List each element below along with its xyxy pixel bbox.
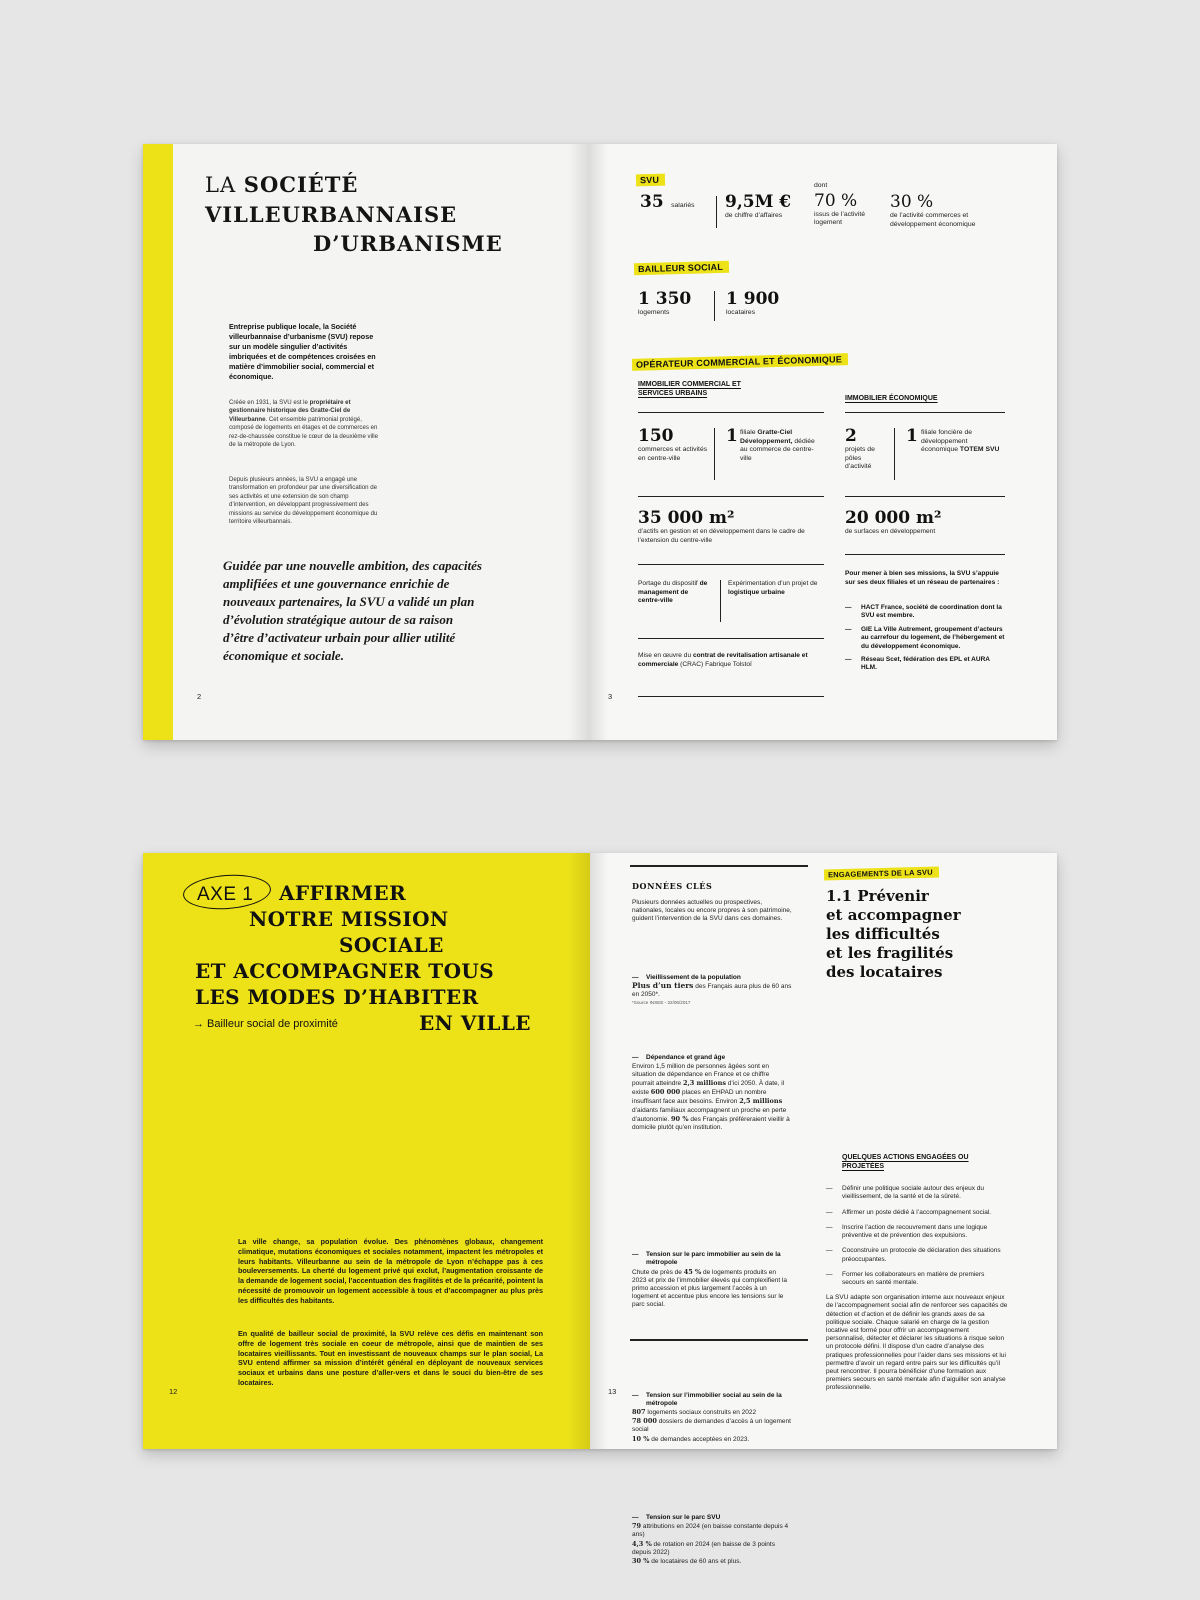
key-data-heading: — Vieillissement de la population [632, 974, 792, 982]
axis-title-line: EN VILLE [419, 1011, 531, 1035]
crac-contract [638, 652, 818, 669]
stat-commercial-area [638, 508, 824, 545]
stat-tenants [726, 289, 779, 318]
management-portage [638, 580, 710, 606]
intro-paragraph: Entreprise publique locale, la Société villeurbannaise d’urbanisme (SVU) repose sur un modèle singulier d’activités imbriquées et de compétences croisées en matière d’immobilier social, commercial et économique. [229, 322, 376, 381]
stat-subsidiary-label [740, 429, 816, 463]
stat-commerce-share [890, 192, 1002, 229]
text: des Français préféreraient vieillir à domicile plutôt qu’en institution. [632, 1115, 790, 1132]
key-data-svu-stock [632, 1514, 792, 1566]
stat-value: 30 % [890, 192, 934, 212]
divider [714, 291, 715, 321]
source-note: *Source INSEE - 22/06/2017 [632, 1000, 691, 1006]
stat-value: 35 000 m² [638, 508, 735, 528]
economic-heading: IMMOBILIER ÉCONOMIQUE [845, 395, 938, 402]
engagement-title [826, 887, 1006, 982]
text-bold: 2,5 millions [739, 1097, 783, 1106]
text-pre: Expérimentation d’un projet de [728, 580, 818, 587]
text-bold: TOTEM SVU [959, 446, 1000, 453]
text-pre: filiale [740, 429, 758, 436]
engagements-label [824, 863, 939, 881]
context-paragraph: La ville change, sa population évolue. Des phénomènes globaux, changement climatique, mutations économiques et sociales notamment, impactent les métropoles et leurs habitants. Villeurbanne au sein de la métropole de Lyon n’échappe pas à ces bouleversements. La cherté du logement privé qui exclut, l’augmentation croissante de la demande de logement social, l’accentuation des fragilités et de la précarité, pointent la nécessité de promouvoir un logement accessible à tous et d’accompagner au plus près les difficultés des habitants. [238, 1237, 543, 1305]
partners-intro: Pour mener à bien ses missions, la SVU s’appuie sur ses deux filiales et un réseau de partenaires : [845, 570, 1000, 586]
key-data-ageing [632, 974, 792, 1008]
text: des Français aura plus de 60 ans en 2050*. [632, 982, 792, 999]
engagement-paragraph: La SVU adapte son organisation interne aux nouveaux enjeux de l’accompagnement social afin de renforcer ses capacités de détection et d’action et de définir les grands axes de sa politique sociale. Chaque salarié en charge de la gestion locative est formé pour offrir un accompagnement personnalisé, détecter et déclarer les situations à risque selon un protocole défini. Il dispose d’un cadre d’analyse des pratiques professionnelles pour l’aider dans ses missions et lui permettre d’avoir un regard entre pairs sur les difficultés qu’il peut rencontrer. Il pourra bénéficier d’une formation aux premiers secours en santé mentale afin d’aiguiller son analyse professionnelle. [826, 1294, 1008, 1392]
title-word-villeurbannaise: VILLEURBANNAISE [205, 202, 458, 227]
mission-paragraph: En qualité de bailleur social de proximité, la SVU relève ces défis en maintenant son offre de logement très sociale en coeur de métropole, ainsi que de maintien de ses locataires vieillissants. Tout en investissant de nouveaux champs sur le plan social, La SVU entend affirmer sa mission d’intérêt général en déployant de nouveaux services sociaux et urbains dans une posture d’aller-vers et dans le souci du bien-être de ses locataires. [238, 1329, 543, 1387]
rule [638, 638, 824, 639]
partner-item: — HACT France, société de coordination dont la SVU est membre. [845, 604, 1005, 621]
stat-economic-area [845, 508, 1005, 537]
stat-label: commerces et activités en centre-ville [638, 446, 708, 462]
stat-label: de chiffre d’affaires [725, 212, 783, 219]
page-13 [590, 853, 1057, 1565]
key-data-title: DONNÉES CLÉS [632, 881, 713, 891]
action-item: — Coconstruire un protocole de déclaration des situations préoccupantes. [826, 1247, 1006, 1264]
svu-highlight-label: SVU [636, 174, 665, 187]
key-data-heading: — Dépendance et grand âge [632, 1054, 792, 1062]
operateur-section-label [632, 352, 848, 370]
page-2 [143, 144, 590, 740]
rule [845, 496, 1005, 497]
stat-housing-units [638, 289, 691, 318]
action-item: — Former les collaborateurs en matière de premiers secours en santé mentale. [826, 1271, 1006, 1288]
brochure-spread-2 [143, 853, 1057, 1565]
axis-title-line: NOTRE MISSION [249, 907, 449, 931]
text-bold: 600 000 [650, 1088, 681, 1097]
stat-label: locataires [726, 309, 756, 316]
commercial-heading: IMMOBILIER COMMERCIAL ET SERVICES URBAINS [638, 381, 741, 397]
stat-value: 70 % [814, 190, 858, 211]
history-paragraph [229, 399, 379, 449]
text-bold: 78 000 [632, 1417, 657, 1426]
partners-list [845, 604, 1005, 678]
stat-employees [640, 192, 695, 212]
stat-label: issus de l’activité logement [814, 210, 865, 226]
bailleur-section-label [634, 258, 729, 276]
page-3 [590, 144, 1057, 740]
key-data-intro: Plusieurs données actuelles ou prospectives, nationales, locales ou encore propres à son patrimoine, guident l’intervention de la SVU dans ces domaines. [632, 899, 792, 923]
history-text-post: . Cet ensemble patrimonial protégé, composé de logements en étages et de commerces en rez-de-chaussée constitue le cœur de la deuxième ville de la métropole de Lyon. [229, 415, 379, 449]
rule [638, 564, 824, 565]
stat-shops [638, 426, 708, 463]
bailleur-highlight-label: BAILLEUR SOCIAL [634, 261, 729, 275]
page-number: 12 [169, 1387, 178, 1396]
axe-label: AXE 1 [197, 884, 254, 905]
axis-subtitle: → Bailleur social de proximité [193, 1018, 338, 1030]
rule [630, 1339, 808, 1341]
yellow-margin-bar [143, 144, 173, 740]
text-post: (CRAC) Fabrique Tolstoï [678, 660, 752, 668]
key-data-dependency [632, 1054, 792, 1132]
action-item: — Définir une politique sociale autour des enjeux du vieillissement, de la santé et de la sûreté. [826, 1185, 1006, 1202]
stat-value: 9,5M € [725, 192, 792, 212]
stat-label: de surfaces en développement [845, 528, 936, 535]
svu-section-label [636, 170, 665, 188]
text-bold: 30 % [632, 1556, 650, 1565]
text: places en EHPAD un nombre insuffisant face aux besoins. Environ [632, 1089, 767, 1106]
page-number: 2 [197, 692, 202, 701]
stat-label: salariés [671, 202, 695, 209]
text-bold: 79 [632, 1522, 642, 1531]
axis-title-line: LES MODES D’HABITER [195, 985, 479, 1009]
text-bold: 807 [632, 1408, 646, 1417]
text-bold: 90 % [671, 1114, 689, 1123]
text: dossiers de demandes d’accès à un logement social [632, 1418, 791, 1434]
rule [638, 696, 824, 697]
stat-value: 35 [640, 192, 664, 212]
engagement-title-line: et accompagner [826, 906, 961, 924]
stat-projects [845, 426, 885, 472]
text-bold: 2,3 millions [682, 1079, 726, 1088]
partner-item: — Réseau Scet, fédération des EPL et AURA HLM. [845, 656, 1005, 673]
text-bold: Gratte-Ciel Développement, [740, 429, 793, 445]
stat-land-subsidiary-count: 1 [906, 426, 918, 446]
text-bold: de management de centre-ville [638, 580, 708, 605]
stat-value: 150 [638, 426, 674, 446]
axis-title-line: AFFIRMER [279, 881, 407, 905]
stat-label: logements [638, 309, 670, 316]
engagement-title-line: et les fragilités [826, 944, 954, 962]
text: Chute de près de [632, 1268, 684, 1276]
rule [638, 496, 824, 497]
history-text-pre: Créée en 1931, la SVU est le [229, 399, 310, 406]
history-text-bold: propriétaire et gestionnaire historique des Gratte-Ciel de Villeurbanne [229, 399, 351, 423]
stat-prefix: dont [814, 182, 828, 189]
title-word-la: LA [205, 173, 244, 197]
page-number: 3 [608, 692, 613, 701]
text: de demandes acceptées en 2023. [649, 1435, 750, 1443]
text-bold: 10 % [632, 1434, 650, 1443]
engagement-title-line: 1.1 Prévenir [826, 887, 929, 905]
title-word-urbanisme: D’URBANISME [313, 231, 503, 256]
strategy-quote: Guidée par une nouvelle ambition, des capacités amplifiées et une gouvernance enrichie de nouveaux partenaires, la SVU a validé un plan d’évolution stratégique autour de sa raison d’être d’activateur urbain pour allier utilité économique et sociale. [223, 558, 482, 663]
key-data-heading: — Tension sur le parc SVU [632, 1514, 792, 1522]
text-bold: Plus d’un tiers [632, 980, 694, 990]
rule [845, 554, 1005, 555]
title-word-societe: SOCIÉTÉ [243, 172, 359, 197]
text-post: dédiée au commerce de centre-ville [740, 437, 815, 462]
partner-item: — GIE La Ville Autrement, groupement d’acteurs au carrefour du logement, de l’hébergement et du développement économique. [845, 626, 1005, 651]
text: de rotation en 2024 (en baisse de 3 points depuis 2022) [632, 1540, 775, 1556]
axis-title-line: SOCIALE [339, 933, 444, 957]
stat-value: 20 000 m² [845, 508, 942, 528]
brochure-spread-1 [143, 144, 1057, 740]
transformation-paragraph: Depuis plusieurs années, la SVU a engagé une transformation en profondeur par une diversification de ses activités et une extension de son champ d’intervention, en développant progressivement des missions au service du développement économique du territoire villeurbannais. [229, 476, 378, 526]
rule [845, 412, 1005, 413]
text: attributions en 2024 (en baisse constante depuis 4 ans) [632, 1523, 789, 1539]
actions-heading: QUELQUES ACTIONS ENGAGÉES OU PROJETÉES [842, 1154, 969, 1170]
text-bold: contrat de revitalisation artisanale et commerciale [638, 652, 808, 668]
text-pre: Mise en œuvre du [638, 652, 693, 659]
key-data-social-housing [632, 1392, 792, 1444]
stat-subsidiary-count: 1 [726, 426, 738, 446]
operateur-highlight-label: OPÉRATEUR COMMERCIAL ET ÉCONOMIQUE [632, 353, 848, 371]
engagement-title-line: des locataires [826, 963, 943, 981]
text-pre: Portage du dispositif [638, 580, 700, 587]
stat-value: 1 350 [638, 289, 692, 309]
rule [638, 412, 824, 413]
text-bold: 4,3 % [632, 1539, 652, 1548]
action-item: — Affirmer un poste dédié à l’accompagnement social. [826, 1209, 1006, 1217]
rule [630, 865, 808, 867]
divider [720, 580, 721, 622]
page-12 [143, 853, 590, 1449]
key-data-heading: — Tension sur le parc immobilier au sein de la métropole [632, 1251, 792, 1267]
action-item: — Inscrire l’action de recouvrement dans une logique préventive et de prévention des expulsions. [826, 1224, 1006, 1241]
divider [894, 428, 895, 480]
logistics-experiment [728, 580, 820, 597]
divider [714, 428, 715, 480]
text: de locataires de 60 ans et plus. [649, 1557, 742, 1565]
engagement-title-line: les difficultés [826, 925, 940, 943]
key-data-housing-market [632, 1251, 792, 1309]
page-number: 13 [608, 1387, 617, 1396]
stat-housing-share [814, 182, 886, 228]
text: d’ici 2050. À date, il existe [632, 1080, 785, 1097]
text: de logements produits en 2023 et prix de l’immobilier élevés qui complexifient la primo accession et plus largement l’accès à un logement et accentue plus encore les tensions sur le parc social. [632, 1268, 787, 1309]
key-data-heading: — Tension sur l’immobilier social au sein de la métropole [632, 1392, 792, 1408]
stat-land-subsidiary-label [921, 429, 1003, 455]
text: logements sociaux construits en 2022 [645, 1409, 757, 1417]
actions-list [826, 1185, 1006, 1295]
stat-value: 1 900 [726, 289, 780, 309]
stat-label: de l’activité commerces et développement économique [890, 212, 976, 228]
stat-label: projets de pôles d’activité [845, 446, 875, 470]
engagements-highlight-label: ENGAGEMENTS DE LA SVU [824, 866, 939, 880]
text: d’aidants familiaux accompagnent un proche en perte d’autonomie. [632, 1106, 787, 1123]
axis-title-line: ET ACCOMPAGNER TOUS [195, 959, 495, 983]
page-title [205, 170, 503, 258]
stat-revenue [725, 192, 795, 221]
divider [716, 196, 717, 228]
text-bold: logistique urbaine [728, 588, 785, 596]
stat-label: d’actifs en gestion et en développement dans le cadre de l’extension du centre-ville [638, 528, 805, 544]
stat-value: 2 [845, 426, 857, 446]
text-bold: 45 % [683, 1267, 702, 1276]
text: Environ 1,5 million de personnes âgées sont en situation de dépendance en France et ce chiffre pourrait atteindre [632, 1062, 770, 1088]
text-pre: filiale foncière de développement économique [921, 429, 973, 453]
